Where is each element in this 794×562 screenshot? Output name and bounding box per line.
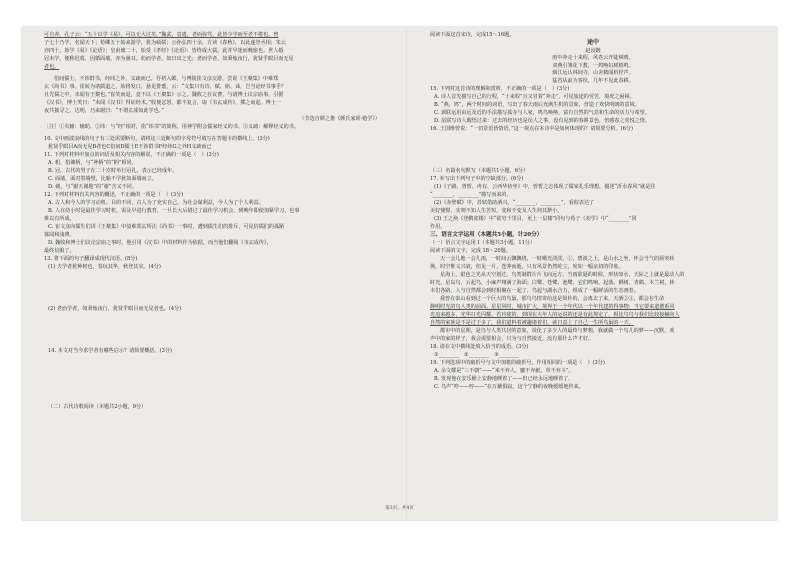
poem-line: 烟江远认林间寺，山舍微闻机杼声。 (552, 70, 634, 76)
question-10: 10. 文中画波浪线的句子有三处需要断句，请将这三处断句的字母符号填写在答题卡的横线上。(3分) (44, 136, 270, 142)
page-fold (406, 27, 407, 520)
text-line: 子七十乃学，名闻天下；荀卿五十始来游学，犹为硕儒；公孙弘四十余，方读《春秋》，以此遂登丞相；朱云 (44, 40, 286, 46)
question-11: 11. 下列对材料中加点的词语及相关内容的解说，不正确的一项是（ ）(3分) (44, 152, 219, 158)
passage-line: 自然的家族是不是过于多了，我们道料着被趣诸着们，就日益上了自己一生所鸟巢的一天。 (430, 320, 634, 326)
right-column (430, 31, 756, 391)
option-a: A. 余文耀是“三不朝”——“米不弃人，麋不弃献，草不弃斗”。 (434, 368, 574, 374)
text-line: 亦四十，始学《易》《论语》；皇甫谧二十，始受《孝经》《论语》：皆终成大儒。此并早迷而晚寤也。世人婚 (44, 48, 284, 54)
reading-intro: 阅读下面这首宋诗，完成15～16题。 (430, 32, 515, 38)
question-18-blanks: ①________ ②________ ③________ (434, 352, 520, 358)
text-line: 者也。 (44, 64, 60, 70)
question-17-2: (2)《赤壁赋》中，苏轼借助酒兴，“________，________”，看似表达了 (434, 200, 595, 206)
option-c: C. 颈联运用由远及近的手法描写孤寺与人家，鸣鸟唤唤，富有自然的气息和生命的活力与希望。 (434, 110, 650, 116)
page-number: 第3页，共4页 (385, 506, 414, 511)
text-line: 且先儒之中，未闻有王粲也。”崔笑而退，竟不以《王粲集》示之。魏收之在议曹，与诸博士议宗庙事，引据 (44, 92, 284, 98)
question-13-2: (2) 老而学者，如秉烛夜行，犹贤乎瞑目而无见者也。(4分) (48, 306, 182, 312)
question-10-text: 犹贤乎瞑目A而无见B者也C俗间D儒士E不涉群书F经纬G之外H义疏而已 (48, 144, 212, 150)
text-line: 冠未学，便称迟暮，因循面墙，亦为愚耳。幼而学者，如日出之光；老而学者，如秉烛夜行，犹贤乎瞑目而无见 (44, 56, 294, 62)
passage-line: 天一会儿地一会儿雨，一时间云飘飘绕，一时峨光淡淡，①，碧波之上，是山水之坐，怀会当气的须突转 (440, 256, 675, 262)
passage-line: 换，时空惟义兴衰，但见一片，苍莽而逝，只有风景仍然屹立，宛如一幅亲切的印象。 (430, 264, 624, 270)
option-a: A. 诗人首先描写自己的行程，“十来程”且又冒着“奔走”，可见旅途的劳苦，境况之困顿。 (434, 94, 635, 100)
poem-line: 猛省从前为客误，几年不见此春耕。 (552, 77, 634, 84)
question-13-1: (1) 夫学者犹种树也，春玩其华，秋登其实。(4分) (48, 264, 161, 270)
option-d: D. 尾联写诗人醒悟过来：过去的经历也是误人之事，没有见到的春耕景色，倍感春之喜悦之情。 (434, 118, 650, 124)
question-17-2-cont: 美好憧憬，实则不知人生苦短，变和不变及人生何其渺小。 (430, 208, 563, 214)
option-c: C. 鸟声“哼——哼——”在万籁俱寂，这个宁静的夜晚缓缓地传来。 (434, 384, 584, 390)
passage-line: 都市中的星期，是鸟与人类共居的意象，说化了多少人的最终与梦想，我就做一个鸟儿的梦——沉默，欢 (440, 328, 675, 334)
text-line: 俗间儒士，不涉群书，经纬之外，义疏而已。吾初入邺，与博陵崔文彦交游，尝说《王粲集》中难郑 (54, 76, 279, 82)
question-14: 14. 本文对当今求学者有哪些启示？请简要概括。(3分) (48, 348, 172, 354)
question-12: 12. 下列对材料有关内容的概述，不正确的一项是（ ）(3分) (44, 192, 184, 198)
annotation-note: ［注］①夹辅：辅助。②纬：与“经”相对，指“纬书”的简称，用神学附会儒家经义的书。③义疏：解释经义的书。 (44, 124, 299, 130)
passage-line: 光追来越多，光华日光闪耀，若玲珑的，到现在大年人的运说的还是有此规定了，相比鸟鸟与我们比较接触向人 (430, 312, 680, 318)
option-d: D. 谢，与“谢天谢地”的“谢”含义不同。 (48, 184, 137, 190)
question-13: 13. 将下面的句子翻译成现代汉语。(8分) (44, 256, 138, 262)
option-b: B. “燕、鸠”，两个时间的词语，写出了春天雨后充满生机的景象，营造了欢快明朗的意境。 (434, 102, 640, 108)
text-line: 夜共披寻之，达明，乃来谢曰：“不谓玄成如此学也。” (44, 108, 164, 114)
question-17-3-cont: 作用。 (430, 224, 446, 230)
text-line: 《汉书》，博士笑曰：“未闻《汉书》得证经术。”收便忿怒，都不复言，取《韦玄成传》，掷之而起。博士一 (44, 100, 281, 106)
left-column (44, 31, 380, 411)
question-18: 18. 请在文中横线处填入恰当的成语。(3分) (430, 344, 529, 350)
poem-author: 赵汝鐩 (585, 48, 601, 54)
question-15: 15. 下列对这首诗的理解和赏析，不正确的一项是（ ）(3分) (430, 86, 570, 92)
option-b-cont: 难以有所成。 (44, 216, 75, 222)
option-b: B. 发现他在安乐桶上安静地睡着了——但已经永远地睡着了。 (434, 376, 574, 382)
passage-line: 木们各路，人与自然都会到时相聚在一起了，鸟起与湖水合力，组成了一幅鲜活的生态画卷。 (430, 288, 639, 294)
subsection-heading: （一）语言文字运用 I（本题共3小题，11分） (430, 240, 536, 246)
question-19: 19. 下列选项中的破折号与文中加框的破折号，作用相同的一项是（ ）(3分) (430, 360, 605, 366)
option-c: C. 崔文彦向儒生们讲《王粲集》中驳难郑玄所注《尚书》一事时，遭到儒生们的排斥，可见俗儒们的孤陋 (48, 224, 285, 230)
question-17-1: (1)《子路、曾皙、冉有、公西华侍坐》中，曾皙之志体现了儒家礼乐理想，描述“沂水春风”就是往 (434, 184, 656, 190)
question-16: 16. 王国维曾说：“一切景语皆情语。”这一观点在本诗中是如何体现的？请简要分析。(6分) (430, 126, 633, 132)
passage-line: 我曾在泰山看到过一个巨大的鸟巢，那鸟鸟情寄给这是简朴的，会离去了来，天洒②③，都会在生命 (440, 296, 665, 302)
option-a: A. 耜，指锄柄，与“斧柄”的“柄”相同。 (48, 160, 137, 166)
text-line: 可自养。孔子云：“五十以学《易》，可以无大过矣。”魏武、袁遗，老而弥笃，此皆少学而至老不倦也。曾 (44, 32, 279, 38)
poem-line: 双燕引雏花下教，一鸠唤妇树梢鸣。 (552, 62, 634, 69)
section-heading: 三、语言文字运用（本题共5小题，计20分） (430, 232, 543, 238)
option-c: C. 面墙，面对着墙壁，比喻不学犹如面墙而立。 (48, 176, 157, 182)
question-17-3: (3) 王之涣《登鹳雀楼》中“欲穷千里目，更上一层楼”同句与荀子《劝学》中“________”同 (434, 216, 637, 222)
passage-line: 星海上，银色之光从天空划过，鸟类制群片片飞向远方，当雨欲逼的时候，形状如水，天际之上就是最动人的 (440, 272, 685, 278)
question-17: 17. 补写出下列句子中的空缺部分。(6分) (430, 176, 524, 182)
option-a: A. 古人和今人的学习动机、目的不同，古人为了充实自己，为社会谋利益，今人为了个人利益。 (48, 200, 264, 206)
source-citation: （节选自颜之推《颜氏家训·勉学》） (299, 116, 380, 122)
poem-line: 雨中奔走十来程，风卷云开陡顿晴。 (552, 55, 634, 61)
exam-sheet (22, 27, 777, 520)
passage-line: 声中的家的样子，我会需要相会，只为与自然接近，没有那什么声才好。 (430, 336, 594, 342)
option-c-cont: 寡闻和浅薄。 (44, 232, 75, 238)
section-heading: （二）古代诗歌阅读（本题共2小题，9分） (48, 404, 147, 410)
option-d-cont: 最终信服了。 (44, 248, 75, 254)
section-heading: （三）名篇名句默写（本题共1小题，6分） (430, 168, 529, 174)
text-line: 玄《尚书》事。崔转为诸儒道之，始将发口，悬见排蹙，云：“文集只有诗、赋、铭、诔，岂当论经书事乎？ (44, 84, 287, 90)
option-d: D. 魏收和博士们议论宗庙之事时，他引用《汉书》中的材料作为依据，而当他们翻阅《韦玄成传》， (48, 240, 272, 246)
option-b: B. 人在幼小时是最佳学习时机，需及早进行教育，一旦长大后错过了最佳学习机会，到晚年即使加紧学习，也事 (48, 208, 300, 214)
passage-line: 静明时光的鸟人类的前面。星星同时，城市扩大，境界于一个年代以一个年代建筑得事物：当它要来道德系风 (430, 304, 675, 310)
passage-line: 时光。星岛鸟，云起鸟，小麻声翔满了海面；白鹭、苍鹭、池鹭、它们鸣响、起落、栖树、青鹤、木兰树，林 (430, 280, 675, 286)
reading-intro: 阅读下面的文字，完成 18～20题。 (430, 248, 511, 254)
poem-title: 途中 (586, 39, 599, 46)
question-17-1-cont: “________，________”描写而来的。 (430, 192, 512, 198)
option-b: B. 冠，古代的男子在二十岁时举行冠礼，表示已经成年。 (48, 168, 178, 174)
